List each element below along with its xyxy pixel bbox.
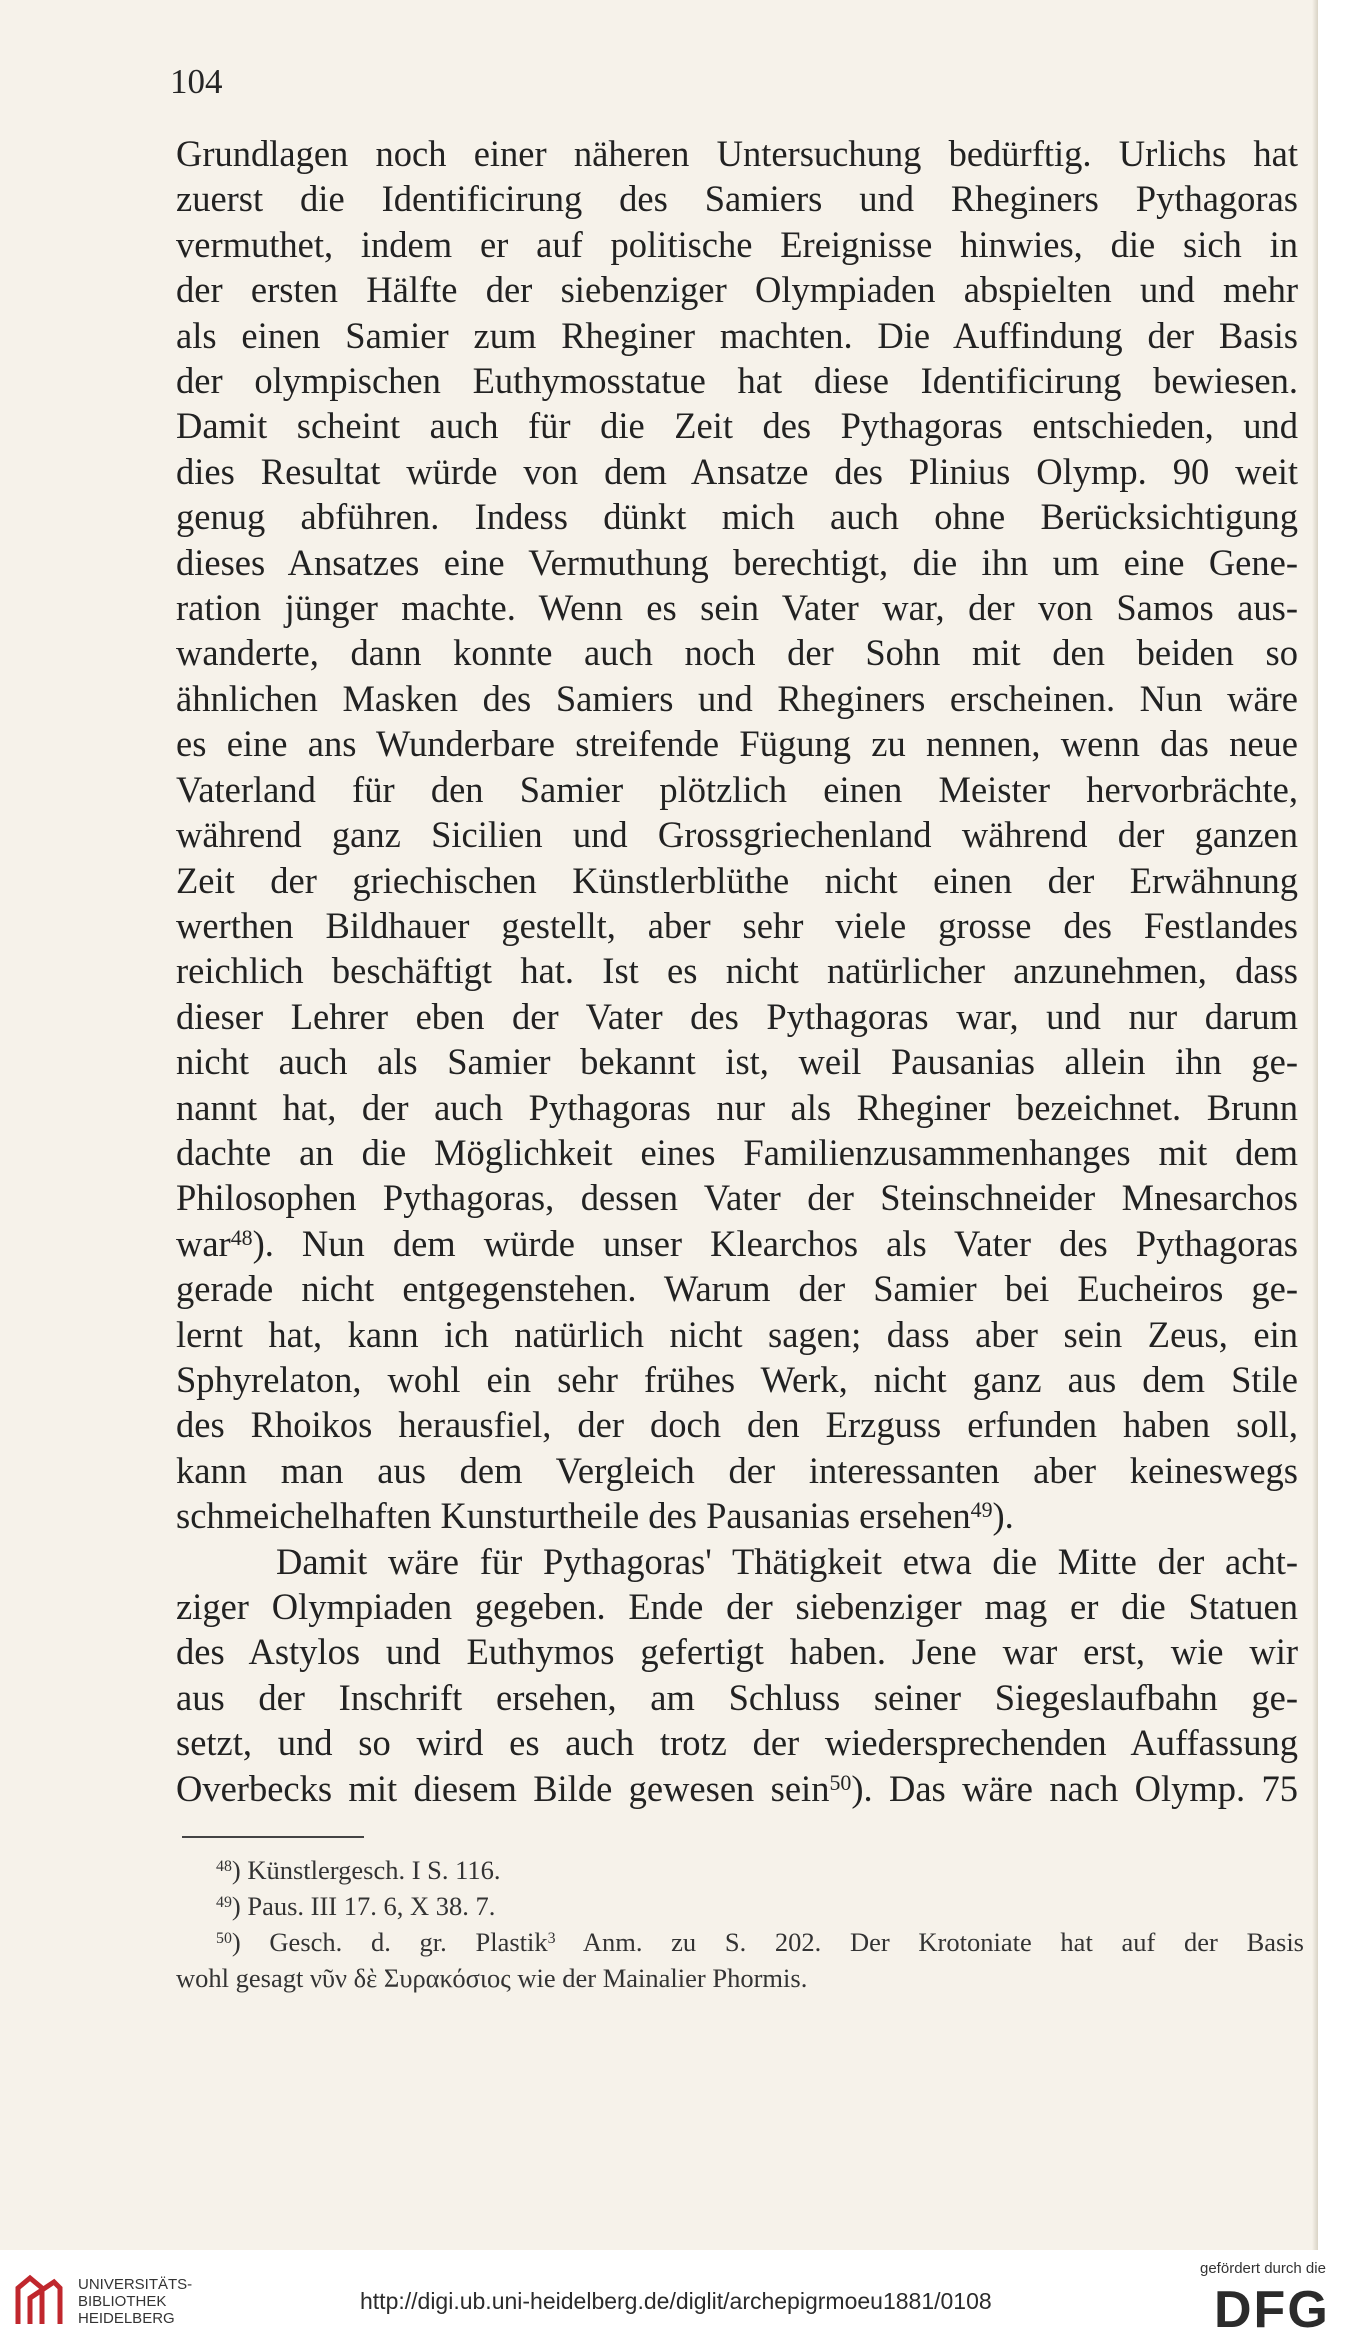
text-line: vermuthet, indem er auf politische Ereignisse hinwies, die sich in (176, 223, 1298, 265)
text-line: Vaterland für den Samier plötzlich einen Meister hervorbrächte, (176, 768, 1298, 810)
text-line: der ersten Hälfte der siebenziger Olympiaden abspielten und mehr (176, 269, 1298, 311)
library-name-line: HEIDELBERG (78, 2310, 175, 2327)
footnotes (176, 1852, 1304, 1996)
footnote-50 (176, 1924, 1304, 1960)
text-line: Damit scheint auch für die Zeit des Pythagoras entschieden, und (176, 405, 1298, 447)
text-line: dies Resultat würde von dem Ansatze des Plinius Olymp. 90 weit (176, 450, 1298, 492)
footnote-ref-50: 50 (829, 1769, 852, 1795)
edition-superscript: 3 (547, 1930, 556, 1948)
university-library-logo-icon (12, 2274, 66, 2328)
footnote-text: Anm. zu S. 202. Der Krotoniate hat auf der Basis (555, 1927, 1304, 1957)
text-line: wanderte, dann konnte auch noch der Sohn mit den beiden so (176, 632, 1298, 674)
footnote-number: 48 (216, 1858, 232, 1876)
text-line (176, 1221, 1298, 1266)
library-name-line: UNIVERSITÄTS- (78, 2276, 193, 2293)
footnote-ref-48: 48 (230, 1224, 253, 1250)
text-line: Sphyrelaton, wohl ein sehr frühes Werk, nicht ganz aus dem Stile (176, 1358, 1298, 1400)
library-name (78, 2276, 192, 2327)
text-line: der olympischen Euthymosstatue hat diese Identificirung bewiesen. (176, 360, 1298, 402)
dfg-logo: DFG (1214, 2281, 1330, 2339)
text-line: des Astylos und Euthymos gefertigt haben. Jene war erst, wie wir (176, 1631, 1298, 1673)
text-line: dachte an die Möglichkeit eines Familienzusammenhanges mit dem (176, 1131, 1298, 1173)
footnote-number: 49 (216, 1894, 232, 1912)
viewer-footer (0, 2250, 1347, 2342)
text-fragment: ). (992, 1495, 1014, 1537)
footnote-ref-49: 49 (970, 1497, 993, 1523)
text-fragment: ). Das wäre nach Olymp. 75 (851, 1767, 1298, 1809)
page-number: 104 (170, 62, 223, 101)
text-line: als einen Samier zum Rheginer machten. Die Auffindung der Basis (176, 314, 1298, 356)
text-line: nicht auch als Samier bekannt ist, weil Pausanias allein ihn ge- (176, 1041, 1298, 1083)
text-line: dieser Lehrer eben der Vater des Pythagoras war, und nur darum (176, 995, 1298, 1037)
footnote-text: ) Gesch. d. gr. Plastik (231, 1927, 548, 1957)
permalink[interactable]: http://digi.ub.uni-heidelberg.de/diglit/archepigrmoeu1881/0108 (360, 2288, 992, 2314)
text-line: nannt hat, der auch Pythagoras nur als Rheginer bezeichnet. Brunn (176, 1086, 1298, 1128)
text-line: reichlich beschäftigt hat. Ist es nicht natürlicher anzunehmen, dass (176, 950, 1298, 992)
footnote-divider (182, 1836, 364, 1838)
text-line: genug abführen. Indess dünkt mich auch ohne Berücksichtigung (176, 496, 1298, 538)
text-line: Damit wäre für Pythagoras' Thätigkeit etwa die Mitte der acht- (276, 1540, 1298, 1582)
text-fragment: schmeichelhaften Kunsturtheile des Pausanias ersehen (176, 1495, 971, 1537)
text-line: Zeit der griechischen Künstlerblüthe nicht einen der Erwähnung (176, 859, 1298, 901)
text-fragment: Overbecks mit diesem Bilde gewesen sein (176, 1767, 830, 1809)
footnote-number: 50 (216, 1930, 232, 1948)
library-name-line: BIBLIOTHEK (78, 2293, 167, 2310)
text-line (176, 1493, 1298, 1538)
footnote-48 (176, 1852, 1304, 1888)
text-line (176, 1766, 1298, 1811)
main-text (176, 131, 1298, 1811)
text-line: lernt hat, kann ich natürlich nicht sagen; dass aber sein Zeus, ein (176, 1313, 1298, 1355)
funding-caption: gefördert durch die (1200, 2260, 1326, 2277)
text-line: des Rhoikos herausfiel, der doch den Erzguss erfunden haben soll, (176, 1404, 1298, 1446)
text-line: zuerst die Identificirung des Samiers und Rheginers Pythagoras (176, 178, 1298, 220)
text-line: während ganz Sicilien und Grossgriechenland während der ganzen (176, 814, 1298, 856)
text-line: werthen Bildhauer gestellt, aber sehr viele grosse des Festlandes (176, 904, 1298, 946)
text-line: ähnlichen Masken des Samiers und Rheginers erscheinen. Nun wäre (176, 677, 1298, 719)
footnote-50-continued: wohl gesagt νῦν δὲ Συρακόσιος wie der Mainalier Phormis. (176, 1963, 808, 1993)
text-line: ziger Olympiaden gegeben. Ende der siebenziger mag er die Statuen (176, 1586, 1298, 1627)
text-line: setzt, und so wird es auch trotz der wiedersprechenden Auffassung (176, 1722, 1298, 1764)
footnote-49 (176, 1888, 1304, 1924)
text-fragment: war (176, 1222, 231, 1264)
footnote-text: ) Paus. III 17. 6, X 38. 7. (231, 1891, 496, 1921)
text-line: kann man aus dem Vergleich der interessanten aber keineswegs (176, 1449, 1298, 1491)
text-line: dieses Ansatzes eine Vermuthung berechtigt, die ihn um eine Gene- (176, 541, 1298, 583)
footnote-text: ) Künstlergesch. I S. 116. (231, 1855, 501, 1885)
text-line: aus der Inschrift ersehen, am Schluss seiner Siegeslaufbahn ge- (176, 1676, 1298, 1718)
text-line: Grundlagen noch einer näheren Untersuchung bedürftig. Urlichs hat (176, 133, 1298, 174)
text-line: Philosophen Pythagoras, dessen Vater der Steinschneider Mnesarchos (176, 1177, 1298, 1219)
text-line: ration jünger machte. Wenn es sein Vater war, der von Samos aus- (176, 587, 1298, 629)
text-fragment: ). Nun dem würde unser Klearchos als Vater des Pythagoras (252, 1222, 1298, 1264)
text-line: es eine ans Wunderbare streifende Fügung zu nennen, wenn das neue (176, 723, 1298, 765)
text-line: gerade nicht entgegenstehen. Warum der Samier bei Eucheiros ge- (176, 1268, 1298, 1310)
